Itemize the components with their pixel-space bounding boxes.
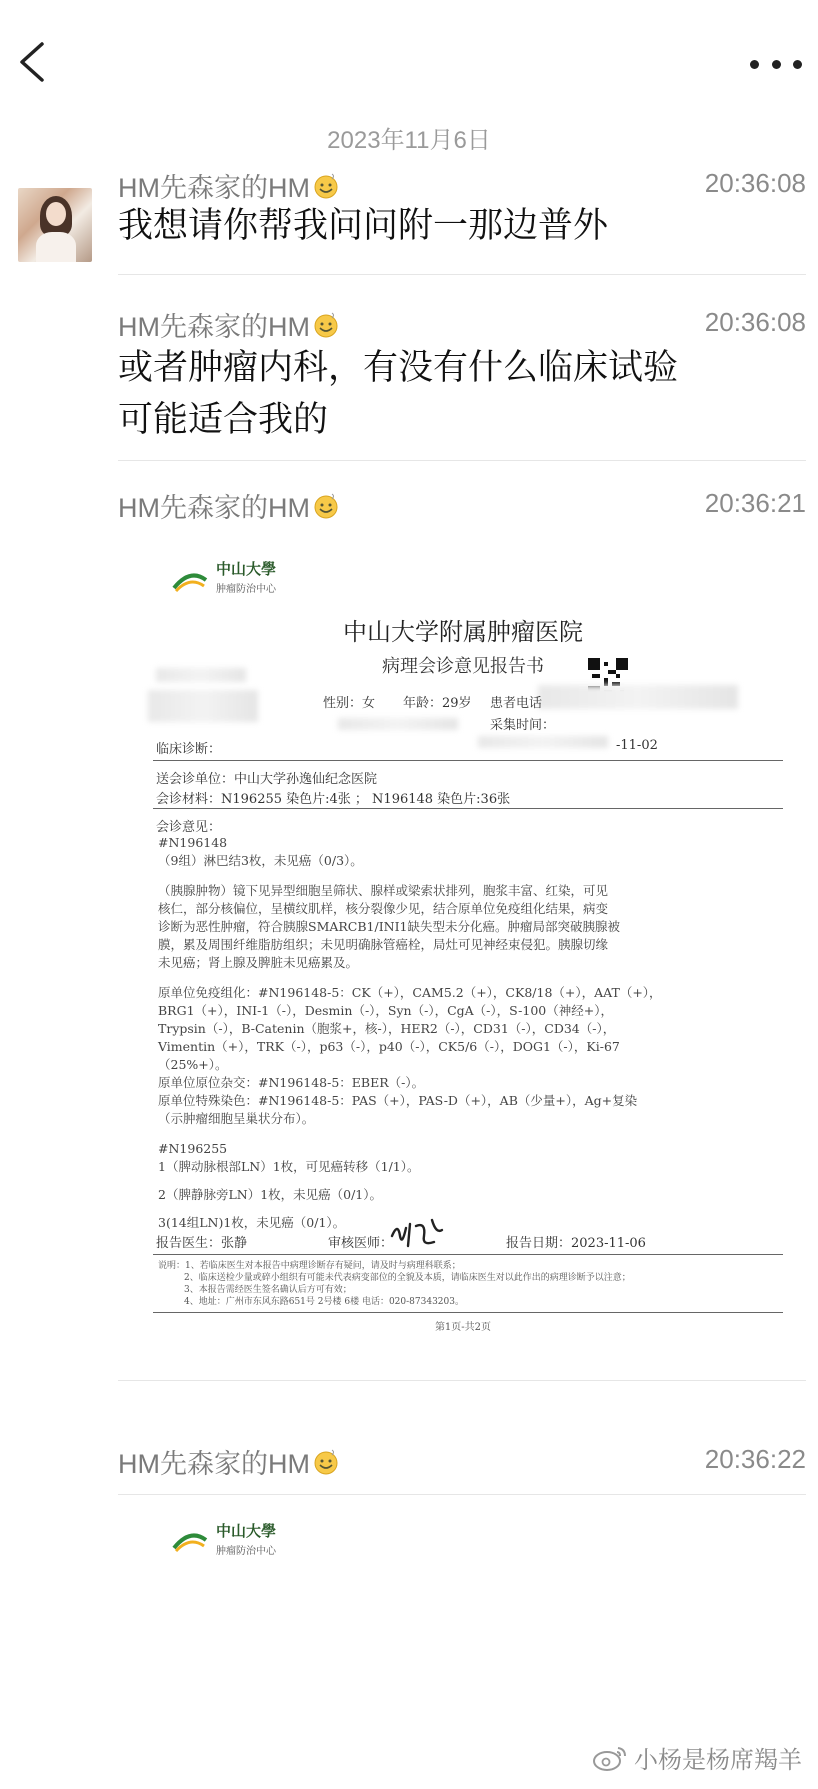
smile-emoji-icon: [312, 492, 340, 520]
divider: [118, 460, 806, 461]
page-indicator: 第1页-共2页: [434, 1322, 492, 1333]
date-fragment: -11-02: [616, 738, 658, 753]
message-sender[interactable]: HM先森家的HM: [118, 305, 340, 344]
logo-name: 中山大學: [216, 560, 277, 578]
phone-field: 患者电话: [490, 696, 543, 711]
date-separator: 2023年11月6日: [327, 127, 491, 154]
send-unit-field: 送会诊单位：中山大学孙逸仙纪念医院: [156, 772, 378, 787]
report-doctor: 报告医生：张静: [156, 1236, 248, 1251]
divider: [118, 1380, 806, 1381]
more-dots-icon: [750, 60, 759, 69]
collect-time-field: 采集时间：: [490, 718, 556, 733]
hospital-logo-icon: [170, 1524, 210, 1554]
materials-field: 会诊材料：N196255 染色片:4张 ； N196148 染色片:36张: [156, 792, 511, 807]
smile-emoji-icon: [312, 311, 340, 339]
message-text[interactable]: 我想请你帮我问问附一那边普外: [118, 206, 609, 246]
message-time: 20:36:08: [704, 307, 806, 337]
message-time: 20:36:21: [704, 488, 806, 518]
gender-field: 性别：女: [323, 696, 376, 711]
divider: [118, 274, 806, 275]
logo-name: 中山大學: [216, 1522, 277, 1540]
opinion-label: 会诊意见：: [156, 820, 222, 835]
clinical-diagnosis-field: 临床诊断：: [156, 742, 222, 757]
more-options-button[interactable]: [750, 54, 802, 74]
back-button[interactable]: [14, 40, 54, 84]
message-text[interactable]: 或者肿瘤内科，有没有什么临床试验可能适合我的: [118, 348, 679, 440]
hospital-name: 中山大学附属肿瘤医院: [343, 618, 583, 646]
message-sender[interactable]: HM先森家的HM: [118, 486, 340, 525]
divider: [118, 1494, 806, 1495]
message-time: 20:36:08: [704, 168, 806, 198]
signature-image: [388, 1216, 448, 1250]
message-sender[interactable]: HM先森家的HM: [118, 1442, 340, 1481]
report-notes: 说明：1、若临床医生对本报告中病理诊断存有疑问，请及时与病理科联系； 2、临床送检少量或碎小组织有可能未代表病变部位的全貌及本质，请临床医生对以此作出的病理诊断予以注意； 3、本报告需经医生签名确认后方可有效； 4、地址：广州市东风东路651号 2号楼 6楼 电话：020-87343203。: [158, 1261, 631, 1307]
hospital-logo-icon: [170, 564, 210, 594]
pathology-report-image[interactable]: [118, 540, 808, 1375]
reviewer-label: 审核医师：: [328, 1236, 394, 1251]
logo-subtitle: 肿瘤防治中心: [216, 584, 276, 595]
report-body: #N196148 （9组）淋巴结3枚，未见癌（0/3）。 （胰腺肿物）镜下见异型细胞呈筛状、腺样或梁索状排列，胞浆丰富、红染，可见 核仁，部分核偏位，呈横纹肌样，核分裂像少见，结合原单位免疫组化结果，病变 诊断为恶性肿瘤，符合胰腺SMARCB1/INI1缺失型未分化癌。肿瘤局部突破胰腺被 膜，累及周围纤维脂肪组织；未见明确脉管癌栓，局灶可见神经束侵犯。胰腺切缘 未见癌；肾上腺及脾脏未见癌累及。 原单位免疫组化：#N196148-5：CK（+），CAM5.2（+），CK8/18（+），AAT（+）， BRG1（+），INI-1（-），Desmin（-），Syn（-），CgA（-），S-100（神经+）， Trypsin（-），B-Catenin（胞浆+，核-），HER2（-），CD31（-），CD34（-）， Vimentin（+），TRK（-），p63（-），p40（-），CK5/6（-），DOG1（-），Ki-67 （25%+）。 原单位原位杂交：#N196148-5：EBER（-）。 原单位特殊染色：#N196148-5：PAS（+），PAS-D（+），AB（少量+），Ag+复染 （示肿瘤细胞呈巢状分布）。 #N196255 1（脾动脉根部LN）1枚，可见癌转移（1/1）。 2（脾静脉旁LN）1枚，未见癌（0/1）。 3(14组LN)1枚，未见癌（0/1）。: [158, 835, 662, 1230]
logo-subtitle: 肿瘤防治中心: [216, 1546, 276, 1557]
message-time: 20:36:22: [704, 1444, 806, 1474]
chevron-left-icon: [14, 40, 54, 84]
top-bar: [0, 0, 818, 110]
avatar[interactable]: [18, 188, 92, 262]
watermark: 小杨是杨席羯羊: [592, 1740, 802, 1775]
smile-emoji-icon: [312, 1448, 340, 1476]
smile-emoji-icon: [312, 172, 340, 200]
weibo-logo-icon: [592, 1744, 628, 1772]
message-sender[interactable]: HM先森家的HM: [118, 166, 340, 205]
report-title: 病理会诊意见报告书: [382, 656, 544, 677]
report-date: 报告日期：2023-11-06: [506, 1236, 646, 1251]
age-field: 年龄：29岁: [403, 696, 472, 711]
